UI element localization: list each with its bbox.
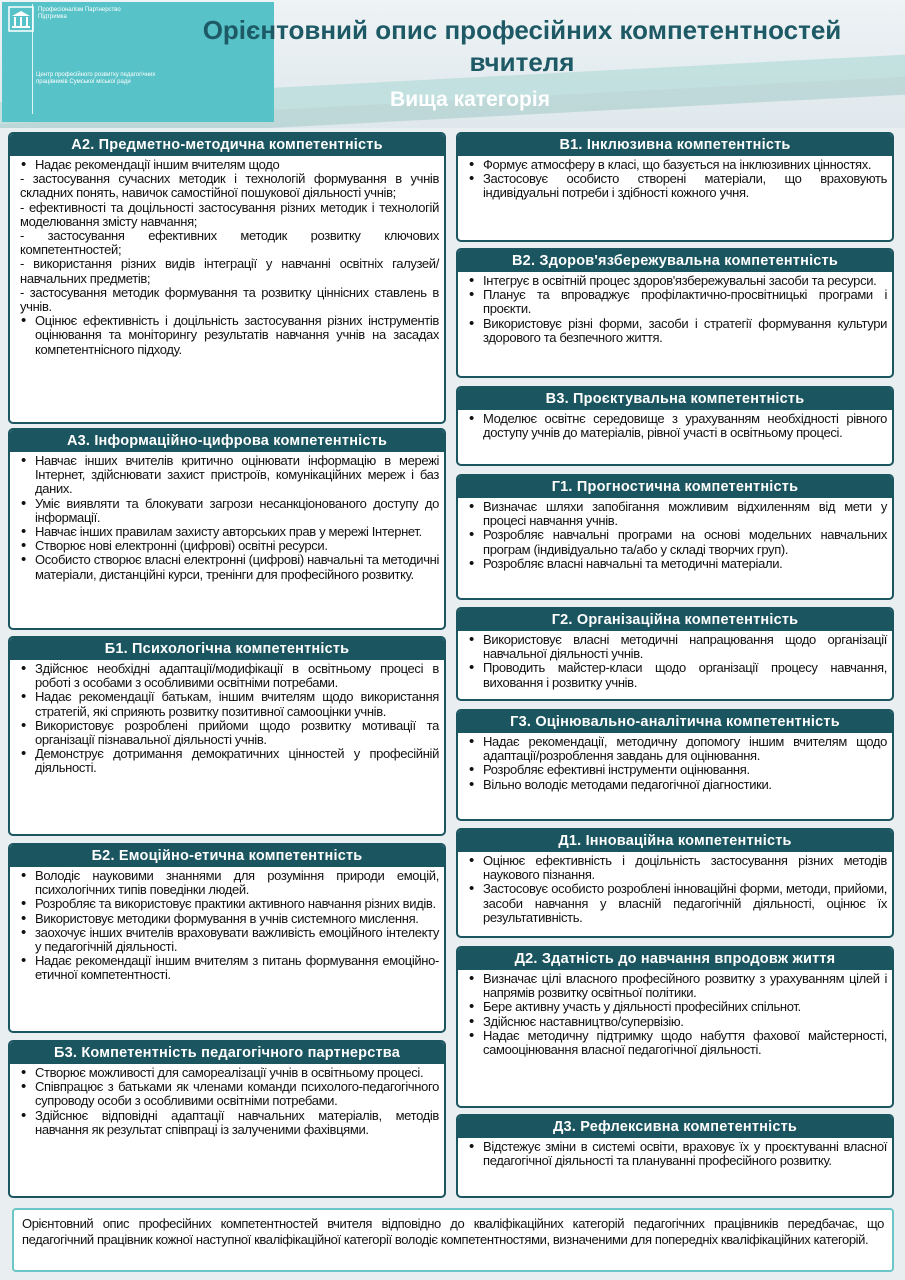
section-title: Д2. Здатність до навчання впродовж життя bbox=[458, 948, 892, 970]
section-b3 bbox=[8, 1040, 446, 1198]
section-title: Д1. Інноваційна компетентність bbox=[458, 830, 892, 852]
list-item: • Використовує власні методичні напрацювання щодо організації навчальної діяльності учнів. bbox=[483, 633, 887, 661]
section-a3 bbox=[8, 428, 446, 630]
list-item: • заохочує інших вчителів враховувати важливість емоційного інтелекту у педагогічній діяльності. bbox=[35, 926, 439, 954]
section-title: Г3. Оцінювально-аналітична компетентність bbox=[458, 711, 892, 733]
section-a2 bbox=[8, 132, 446, 424]
logo-divider bbox=[32, 4, 33, 114]
list-item: • Визначає цілі власного професійного розвитку з урахуванням цілей і напрямів розвитку освітньої політики. bbox=[483, 972, 887, 1000]
section-d3 bbox=[456, 1114, 894, 1198]
list-item: • Використовує різні форми, засоби і стратегії формування культури здорового та безпечного життя. bbox=[483, 317, 887, 345]
section-b1 bbox=[8, 636, 446, 836]
list-item: • Використовує методики формування в учнів системного мислення. bbox=[35, 912, 439, 926]
logo-org-name: Професіоналізм Партнерство Підтримка bbox=[38, 7, 121, 20]
list-item: • Навчає інших вчителів критично оцінювати інформацію в мережі Інтернет, здійснювати захист пристроїв, комунікаційних мереж і баз даних. bbox=[35, 454, 439, 497]
list-item: • Розробляє та використовує практики активного навчання різних видів. bbox=[35, 897, 439, 911]
list-item: • Створює можливості для самореалізації учнів в освітньому процесі. bbox=[35, 1066, 439, 1080]
section-title: Г2. Організаційна компетентність bbox=[458, 609, 892, 631]
logo-center-name: Центр професійного розвитку педагогічних працівників Сумської міської ради bbox=[36, 72, 156, 85]
section-title: В1. Інклюзивна компетентність bbox=[458, 134, 892, 156]
list-item: • Здійснює наставництво/супервізію. bbox=[483, 1015, 887, 1029]
section-g3 bbox=[456, 709, 894, 821]
list-item: • Надає рекомендації іншим вчителям щодо bbox=[35, 158, 439, 172]
list-item: • Планує та впроваджує профілактично-просвітницькі програми і проєкти. bbox=[483, 288, 887, 316]
list-item: • Розробляє власні навчальні та методичні матеріали. bbox=[483, 557, 887, 571]
section-g2 bbox=[456, 607, 894, 701]
list-item: - застосування сучасних методик і технологій формування в учнів складних понять, навичок самостійної пошукової діяльності учнів; bbox=[20, 171, 439, 201]
section-title: Б1. Психологічна компетентність bbox=[10, 638, 444, 660]
list-item: • Бере активну участь у діяльності професійних спільнот. bbox=[483, 1000, 887, 1014]
section-v3 bbox=[456, 386, 894, 466]
section-d1 bbox=[456, 828, 894, 938]
list-item: • Уміє виявляти та блокувати загрози несанкціонованого доступу до інформації. bbox=[35, 497, 439, 525]
page-title: Орієнтовний опис професійних компетентностей вчителя bbox=[202, 15, 842, 77]
list-item: • Моделює освітнє середовище з урахуванням необхідності рівного доступу учнів до матеріалів, рівної участі в освітньому процесі. bbox=[483, 412, 887, 440]
section-title: Д3. Рефлексивна компетентність bbox=[458, 1116, 892, 1138]
list-item: • Надає рекомендації батькам, іншим вчителям щодо використання стратегій, які сприяють розвитку позитивної самооцінки учнів. bbox=[35, 690, 439, 718]
section-title: Б3. Компетентність педагогічного партнерства bbox=[10, 1042, 444, 1064]
section-title: В3. Проєктувальна компетентність bbox=[458, 388, 892, 410]
list-item: - ефективності та доцільності застосування різних методик і технологій моделювання змісту навчання; bbox=[20, 199, 439, 229]
list-item: • Створює нові електронні (цифрові) освітні ресурси. bbox=[35, 539, 439, 553]
list-item: • Застосовує особисто розроблені інноваційні форми, методи, прийоми, засоби навчання у власній педагогічній діяльності, оцінює їх результативність. bbox=[483, 882, 887, 925]
section-title: А3. Інформаційно-цифрова компетентність bbox=[10, 430, 444, 452]
list-item: • Здійснює необхідні адаптації/модифікації в освітньому процесі в роботі з особами з особливими освітніми потребами. bbox=[35, 662, 439, 690]
section-title: В2. Здоров'язбережувальна компетентність bbox=[458, 250, 892, 272]
list-item: • Вільно володіє методами педагогічної діагностики. bbox=[483, 778, 887, 792]
list-item: - застосування методик формування та розвитку ціннісних ставлень в учнів. bbox=[20, 284, 439, 315]
list-item: • Формує атмосферу в класі, що базується на інклюзивних цінностях. bbox=[483, 158, 887, 172]
section-g1 bbox=[456, 474, 894, 600]
building-icon bbox=[8, 6, 34, 32]
section-title: Б2. Емоційно-етична компетентність bbox=[10, 845, 444, 867]
section-v1 bbox=[456, 132, 894, 242]
header bbox=[0, 0, 905, 128]
list-item: • Надає рекомендації, методичну допомогу іншим вчителям щодо адаптації/розроблення завдань для оцінювання. bbox=[483, 735, 887, 763]
list-item: • Проводить майстер-класи щодо організації процесу навчання, виховання і розвитку учнів. bbox=[483, 661, 887, 689]
list-item: • Надає рекомендації іншим вчителям з питань формування емоційно-етичної компетентності. bbox=[35, 954, 439, 982]
section-v2 bbox=[456, 248, 894, 378]
list-item: • Використовує розроблені прийоми щодо розвитку мотивації та організації пізнавальної діяльності учнів. bbox=[35, 719, 439, 747]
section-title: Г1. Прогностична компетентність bbox=[458, 476, 892, 498]
list-item: - застосування ефективних методик розвитку ключових компетентностей; bbox=[20, 228, 439, 258]
list-item: • Володіє науковими знаннями для розуміння природи емоцій, психологічних типів поведінки людей. bbox=[35, 869, 439, 897]
list-item: • Відстежує зміни в системі освіти, враховує їх у проєктуванні власної педагогічної діяльності та плануванні професійного розвитку. bbox=[483, 1140, 887, 1168]
list-item: • Оцінює ефективність і доцільність застосування різних інструментів оцінювання та моніторингу результатів навчання учнів на засадах компетентнісного підходу. bbox=[35, 314, 439, 357]
list-item: • Демонструє дотримання демократичних цінностей у професійній діяльності. bbox=[35, 747, 439, 775]
list-item: - використання різних видів інтеграції у навчанні освітніх галузей/навчальних предметів; bbox=[20, 256, 439, 286]
list-item: • Застосовує особисто створені матеріали, що враховують індивідуальні потреби і здібності кожного учня. bbox=[483, 172, 887, 200]
list-item: • Розробляє навчальні програми на основі модельних навчальних програм (індивідуально та/або у складі творчих груп). bbox=[483, 528, 887, 556]
list-item: • Співпрацює з батьками як членами команди психолого-педагогічного супроводу особи з особливими освітніми потребами. bbox=[35, 1080, 439, 1108]
section-title: А2. Предметно-методична компетентність bbox=[10, 134, 444, 156]
section-d2 bbox=[456, 946, 894, 1108]
list-item: • Навчає інших правилам захисту авторських прав у мережі Інтернет. bbox=[35, 525, 439, 539]
list-item: • Надає методичну підтримку щодо набуття фахової майстерності, самооцінювання власної педагогічної діяльності. bbox=[483, 1029, 887, 1057]
list-item: • Визначає шляхи запобігання можливим відхиленням від мети у процесі навчання учнів. bbox=[483, 500, 887, 528]
list-item: • Оцінює ефективність і доцільність застосування різних методів наукового пізнання. bbox=[483, 854, 887, 882]
list-item: • Інтегрує в освітній процес здоров'язбережувальні засоби та ресурси. bbox=[483, 274, 887, 288]
list-item: • Розробляє ефективні інструменти оцінювання. bbox=[483, 763, 887, 777]
list-item: • Здійснює відповідні адаптації навчальних матеріалів, методів навчання як результат співпраці із залученими фахівцями. bbox=[35, 1109, 439, 1137]
page-subtitle: Вища категорія bbox=[390, 88, 550, 111]
footer-note: Орієнтовний опис професійних компетентностей вчителя відповідно до кваліфікаційних категорій педагогічних працівників передбачає, що педагогічний працівник кожної наступної кваліфікаційної категорії володіє компетентностями, визначеними для попередніх кваліфікаційних категорій. bbox=[12, 1208, 894, 1272]
list-item: • Особисто створює власні електронні (цифрові) навчальні та методичні матеріали, дистанційні курси, тренінги для професійного розвитку. bbox=[35, 553, 439, 581]
section-b2 bbox=[8, 843, 446, 1033]
